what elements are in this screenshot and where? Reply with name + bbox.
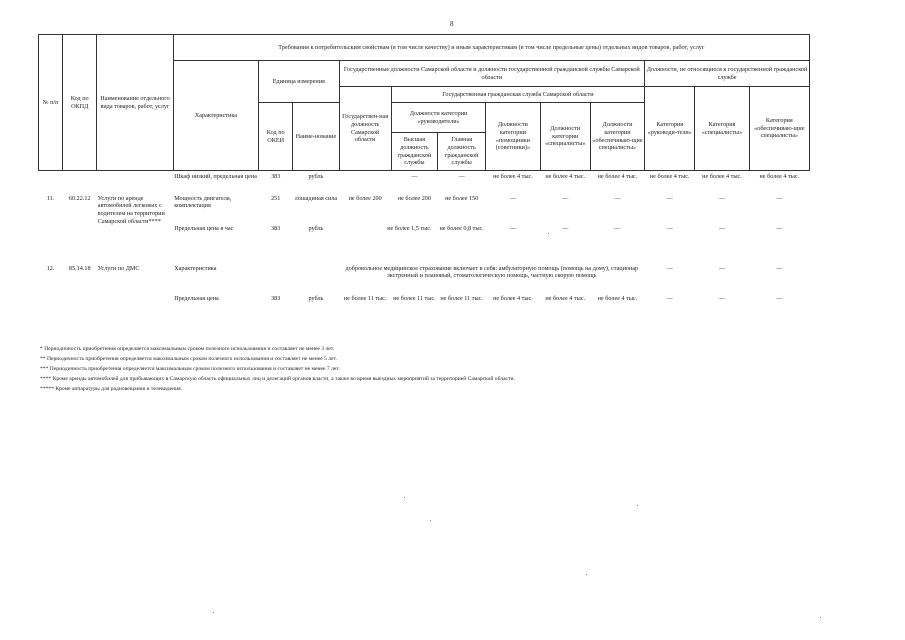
row-specialists: не более 4 тыс.: [545, 294, 586, 302]
row-support: не более 4 тыс.: [597, 173, 638, 180]
scan-speck: [213, 612, 214, 613]
row-cat-support: —: [776, 264, 783, 272]
row-helpers: —: [509, 224, 517, 232]
row-okpd: [63, 171, 97, 193]
row-name: [97, 171, 173, 193]
footnote: ** Периодичность приобретения определяется максимальным сроком полезного использования и составляет не менее 5 лет.: [40, 356, 337, 362]
header-cat-specialists: Категория «специалисты»: [695, 87, 749, 171]
row-cat-support: —: [776, 194, 783, 202]
row-helpers: —: [509, 194, 517, 202]
row-characteristic: Предельная цена в час: [174, 224, 234, 232]
row-characteristic: Характеристика: [174, 264, 217, 272]
row-characteristic: Предельная цена: [174, 294, 219, 302]
header-gov-position: Государствен-ная должность Самарской области: [339, 87, 391, 171]
row-name: Услуги по аренде автомобилей легковых с водителем на территории Самарской области****: [97, 194, 165, 225]
header-leaders-main: Главная должность гражданской службы: [438, 133, 486, 171]
row-name: Услуги по ДМС: [97, 264, 140, 272]
row-cat-specialists: —: [718, 224, 726, 232]
row-okei: 383: [271, 173, 281, 180]
scan-speck: [586, 574, 587, 575]
header-name: Наименование отдельного вида товаров, работ, услуг: [97, 35, 173, 171]
row-cat-specialists: —: [718, 264, 726, 272]
header-unit-okei: Код по ОКЕИ: [259, 103, 293, 171]
row-high: не более 11 тыс.: [393, 294, 436, 302]
row-helpers: не более 4 тыс.: [493, 294, 533, 302]
row-specialists: не более 4 тыс.: [545, 173, 586, 180]
header-requirements: Требования к потребительским свойствам (в том числе качеству) и иным характеристикам (в том числе предельные цены) отдельных видов товаров, работ, услуг: [173, 35, 809, 61]
header-num: № п/п: [39, 35, 63, 171]
row-okei: 383: [271, 294, 281, 302]
row-cat-support: не более 4 тыс.: [759, 173, 800, 180]
header-cat-support: Категория «обеспечиваю-щие специалисты»: [749, 87, 809, 171]
row-support: —: [614, 224, 621, 232]
footnote: * Периодичность приобретения определяется максимальным сроком полезного использования и составляет не менее 3 лет.: [40, 346, 335, 352]
row-dms-description: добровольное медицинское страхование включает в себя: амбулаторную помощь (помощь на дому), стационар экстренный и плановый, стоматологическую помощь, частную скорую помощь: [345, 264, 639, 280]
header-civil-service: Государственная гражданская служба Самарской области: [391, 87, 644, 103]
header-specialists: Должности категории «специалисты»: [540, 103, 590, 171]
row-cat-leaders: не более 4 тыс.: [649, 173, 690, 180]
header-unit-name: Наиме-нование: [293, 103, 339, 171]
row-okpd: 85.14.18: [68, 264, 91, 272]
scan-speck: [637, 505, 638, 506]
row-cat-leaders: —: [666, 294, 673, 302]
row-main: не более 0,8 тыс.: [439, 224, 484, 232]
header-support-specialists: Должности категории «обеспечиваю-щие специалисты»: [590, 103, 644, 171]
row-okei: 383: [271, 224, 281, 232]
row-unit: рубль: [308, 173, 324, 180]
header-cat-leaders: Категория «руководи-тели»: [645, 87, 695, 171]
row-num: 11.: [46, 194, 55, 202]
header-leaders-group: Должности категории «руководители»: [391, 103, 485, 133]
scan-speck: [820, 617, 821, 618]
table-row: [39, 171, 810, 193]
header-leaders-high: Высшая должность гражданской службы: [391, 133, 437, 171]
scan-speck: [404, 497, 405, 498]
footnote: ***** Кроме аппаратуры для радиовещания и телевидения.: [40, 386, 183, 392]
row-high: —: [411, 173, 418, 180]
row-unit: лошадиная сила: [294, 194, 338, 202]
row-main: не более 150: [445, 194, 479, 202]
row-cat-support: —: [776, 294, 783, 302]
header-okpd: Код по ОКПД: [63, 35, 97, 171]
header-gov-positions: Государственные должности Самарской области и должности государственной гражданской службы Самарской области: [339, 61, 645, 87]
row-unit: рубль: [308, 224, 324, 232]
row-high: не более 200: [397, 194, 431, 202]
footnotes: [40, 344, 840, 394]
footnote: *** Периодичность приобретения определяется максимальным сроком полезного использования и составляет не менее 7 лет.: [40, 366, 340, 372]
row-gov: не более 11 тыс.: [343, 294, 387, 302]
row-cat-support: —: [776, 224, 783, 232]
row-main: не более 11 тыс.: [440, 294, 483, 302]
row-cat-leaders: —: [666, 194, 673, 202]
row-characteristic: Мощность двигателя, комплектация: [174, 194, 232, 210]
page-number: 8: [450, 20, 454, 28]
row-num: [39, 171, 63, 193]
row-characteristic: Шкаф низкий, предельная цена: [174, 173, 257, 180]
header-non-civil: Должности, не относящиеся к государственной гражданской службе: [645, 61, 810, 87]
scan-speck: [548, 233, 549, 234]
row-cat-leaders: —: [666, 264, 673, 272]
header-helpers: Должности категории «помощники (советники)»: [486, 103, 540, 171]
header-unit-group: Единица измерения: [259, 61, 339, 103]
footnote: **** Кроме аренды автомобилей для прибывающих в Самарскую область официальных лиц и делегаций органов власти, а также во время выездных мероприятий за территорией Самарской области.: [40, 376, 515, 382]
table-row: [39, 263, 810, 293]
row-okpd: [63, 293, 97, 323]
row-num: 12.: [46, 264, 55, 272]
row-gov: не более 1,5 тыс.: [387, 224, 432, 232]
row-specialists: —: [562, 194, 569, 202]
row-okpd: 60.22.12: [68, 194, 91, 202]
row-gov: не более 200: [348, 194, 382, 202]
row-name: [97, 293, 173, 323]
row-helpers: не более 4 тыс.: [493, 173, 533, 180]
requirements-table: [38, 34, 810, 323]
row-main: —: [458, 173, 465, 180]
row-okei: 251: [271, 194, 281, 202]
row-cat-specialists: не более 4 тыс.: [702, 173, 742, 180]
row-okei: [259, 263, 293, 293]
table-row: [39, 193, 810, 223]
table-row: [39, 293, 810, 323]
row-support: не более 4 тыс.: [597, 294, 638, 302]
row-cat-specialists: —: [718, 294, 726, 302]
row-unit: рубль: [308, 294, 324, 302]
row-cat-specialists: —: [718, 194, 726, 202]
row-unit: [293, 263, 339, 293]
row-num: [39, 293, 63, 323]
row-gov: [339, 171, 391, 193]
row-support: —: [614, 194, 621, 202]
header-characteristic: Характеристика: [173, 61, 258, 171]
row-cat-leaders: —: [666, 224, 673, 232]
scan-speck: [430, 520, 431, 521]
row-specialists: —: [562, 224, 569, 232]
